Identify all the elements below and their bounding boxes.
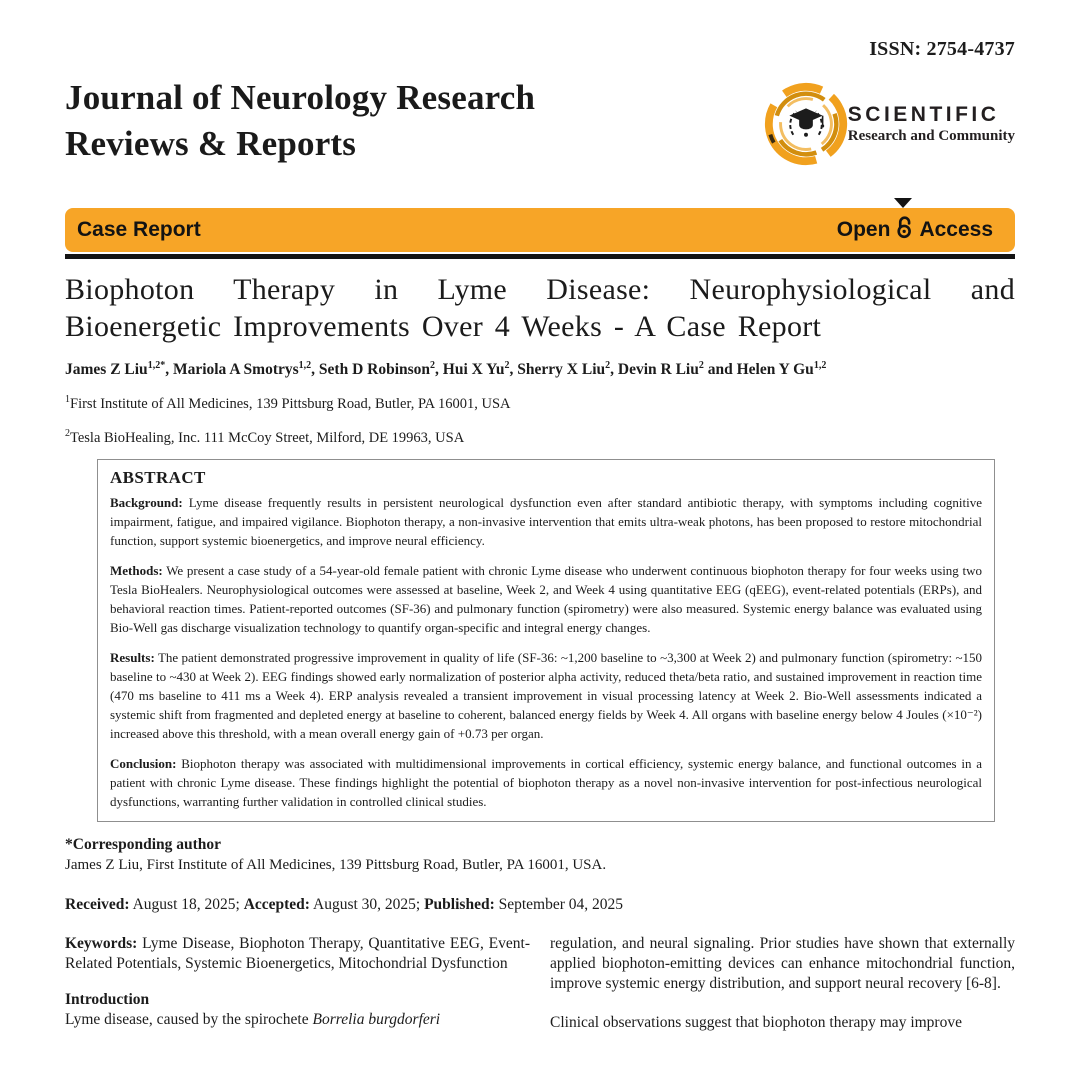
corresponding-author-heading: *Corresponding author bbox=[65, 836, 222, 853]
open-access-word-access: Access bbox=[919, 218, 993, 241]
abstract-results-label: Results: bbox=[110, 650, 155, 665]
left-column bbox=[65, 934, 530, 1033]
affiliations bbox=[65, 396, 1015, 447]
journal-title bbox=[65, 75, 535, 167]
corresponding-author-text: James Z Liu, First Institute of All Medicines, 139 Pittsburg Road, Butler, PA 16001, USA. bbox=[65, 857, 607, 873]
accepted-label: Accepted: bbox=[243, 896, 310, 913]
open-access-lock-icon bbox=[896, 214, 913, 246]
accepted-value: August 30, 2025; bbox=[313, 896, 421, 913]
journal-title-line2: Reviews & Reports bbox=[65, 124, 357, 163]
introduction-first-line bbox=[65, 1010, 530, 1030]
introduction-text: Lyme disease, caused by the spirochete bbox=[65, 1011, 313, 1028]
author: Hui X Yu$^2$, bbox=[442, 359, 518, 378]
abstract-methods-label: Methods: bbox=[110, 563, 163, 578]
banner-rule bbox=[65, 254, 1015, 259]
banner bbox=[65, 198, 1015, 259]
open-access-word-open: Open bbox=[836, 218, 891, 241]
abstract-results-text: The patient demonstrated progressive improvement in quality of life (SF-36: ~1,200 baseline to ~3,300 at Week 2) and pulmonary function (spirometry: ~150 baseline to ~430 at Week 2). EEG findings showed early normalization of posterior alpha activity, reduced theta/beta ratio, and sustained improvement in reaction time (470 ms baseline to 411 ms a Week 4). ERP analysis revealed a transient improvement in visual processing latency at Week 2. Bio-Well assessments indicated a systemic shift from fragmented and depleted energy at baseline to coherent, balanced energy fields by Week 4. All organs with baseline energy below 4 Joules (×10⁻²) increased above this threshold, with a mean overall energy gain of +0.73 per organ. bbox=[110, 650, 982, 741]
abstract-methods-text: We present a case study of a 54-year-old female patient with chronic Lyme disease who underwent continuous biophoton therapy for four weeks using two Tesla BioHealers. Neurophysiological outcomes were assessed at baseline, Week 2, and Week 4 using quantitative EEG (qEEG), event-related potentials (ERPs), and behavioral reaction times. Patient-reported outcomes (SF-36) and pulmonary function (spirometry) were also measured. Systemic energy balance was evaluated using Bio-Well gas discharge visualization technology to quantify organ-specific and integral energy changes. bbox=[110, 563, 983, 635]
author: James Z Liu$^{1,2*}$, bbox=[65, 359, 173, 378]
author: Devin R Liu$^2$ and bbox=[617, 359, 737, 378]
abstract-background bbox=[110, 493, 982, 550]
author: Sherry X Liu$^2$, bbox=[517, 359, 618, 378]
received-value: August 18, 2025; bbox=[132, 896, 240, 913]
publisher-logo bbox=[761, 79, 1015, 169]
author: Mariola A Smotrys$^{1,2}$, bbox=[172, 359, 319, 378]
keywords-label: Keywords: bbox=[65, 935, 138, 952]
publisher-name: SCIENTIFIC bbox=[847, 103, 1000, 126]
masthead bbox=[65, 75, 1015, 169]
abstract-conclusion-label: Conclusion: bbox=[110, 756, 177, 771]
keywords bbox=[65, 934, 530, 974]
issn: ISSN: 2754-4737 bbox=[869, 38, 1015, 60]
introduction-heading: Introduction bbox=[65, 991, 150, 1008]
received-label: Received: bbox=[65, 896, 130, 913]
open-access-badge bbox=[837, 214, 993, 246]
keywords-text: Lyme Disease, Biophoton Therapy, Quantitative EEG, Event-Related Potentials, Systemic Bioenergetics, Mitochondrial Dysfunction bbox=[65, 935, 530, 972]
abstract-box bbox=[97, 459, 995, 822]
bookmark-triangle-icon bbox=[894, 198, 912, 208]
abstract-conclusion bbox=[110, 754, 982, 811]
publisher-tagline: Research and Community bbox=[847, 128, 1015, 144]
publisher-logo-icon bbox=[761, 79, 851, 169]
right-column-paragraph-2: Clinical observations suggest that biophoton therapy may improve bbox=[550, 1014, 962, 1031]
right-column bbox=[550, 934, 1015, 1033]
affiliation: $^2$Tesla BioHealing, Inc. 111 McCoy Street, Milford, DE 19963, USA bbox=[65, 428, 465, 446]
abstract-methods bbox=[110, 561, 982, 637]
abstract-background-text: Lyme disease frequently results in persistent neurological dysfunction even after standard antibiotic therapy, with symptoms including cognitive impairment, fatigue, and impaired vigilance. Biophoton therapy, a non-invasive intervention that emits ultra-weak photons, has been proposed to restore mitochondrial function, support systemic bioenergetics, and improve neural efficiency. bbox=[110, 495, 982, 548]
abstract-conclusion-text: Biophoton therapy was associated with multidimensional improvements in cortical efficiency, systemic energy balance, and functional outcomes in a patient with chronic Lyme disease. These findings highlight the potential of biophoton therapy as a novel non-invasive intervention for post-infectious neurological dysfunctions, warranting further validation in controlled clinical studies. bbox=[110, 756, 983, 809]
author: Helen Y Gu$^{1,2}$ bbox=[736, 359, 827, 378]
article-type-label: Case Report bbox=[77, 218, 201, 241]
corresponding-author-block bbox=[65, 836, 1015, 874]
species-name-italic: Borrelia burgdorferi bbox=[312, 1011, 441, 1028]
publisher-logo-text bbox=[848, 103, 1015, 145]
right-column-paragraph-1: regulation, and neural signaling. Prior studies have shown that externally applied biophoton-emitting devices can enhance mitochondrial function, improve systemic energy distribution, and support neural recovery [6-8]. bbox=[550, 935, 1015, 992]
affiliation: $^1$First Institute of All Medicines, 139 Pittsburg Road, Butler, PA 16001, USA bbox=[65, 394, 511, 412]
article-title: Biophoton Therapy in Lyme Disease: Neurophysiological and Bioenergetic Improvements Over 4 Weeks - A Case Report bbox=[65, 273, 1015, 343]
journal-title-line1: Journal of Neurology Research bbox=[65, 78, 536, 117]
abstract-heading: ABSTRACT bbox=[110, 468, 206, 487]
abstract-results bbox=[110, 648, 982, 743]
author: Seth D Robinson$^2$, bbox=[318, 359, 443, 378]
published-label: Published: bbox=[424, 896, 495, 913]
two-column-body bbox=[65, 934, 1015, 1033]
article-dates bbox=[65, 896, 1015, 914]
authors-line bbox=[65, 361, 1015, 379]
abstract-background-label: Background: bbox=[110, 495, 183, 510]
published-value: September 04, 2025 bbox=[498, 896, 624, 913]
banner-bar bbox=[65, 208, 1015, 252]
